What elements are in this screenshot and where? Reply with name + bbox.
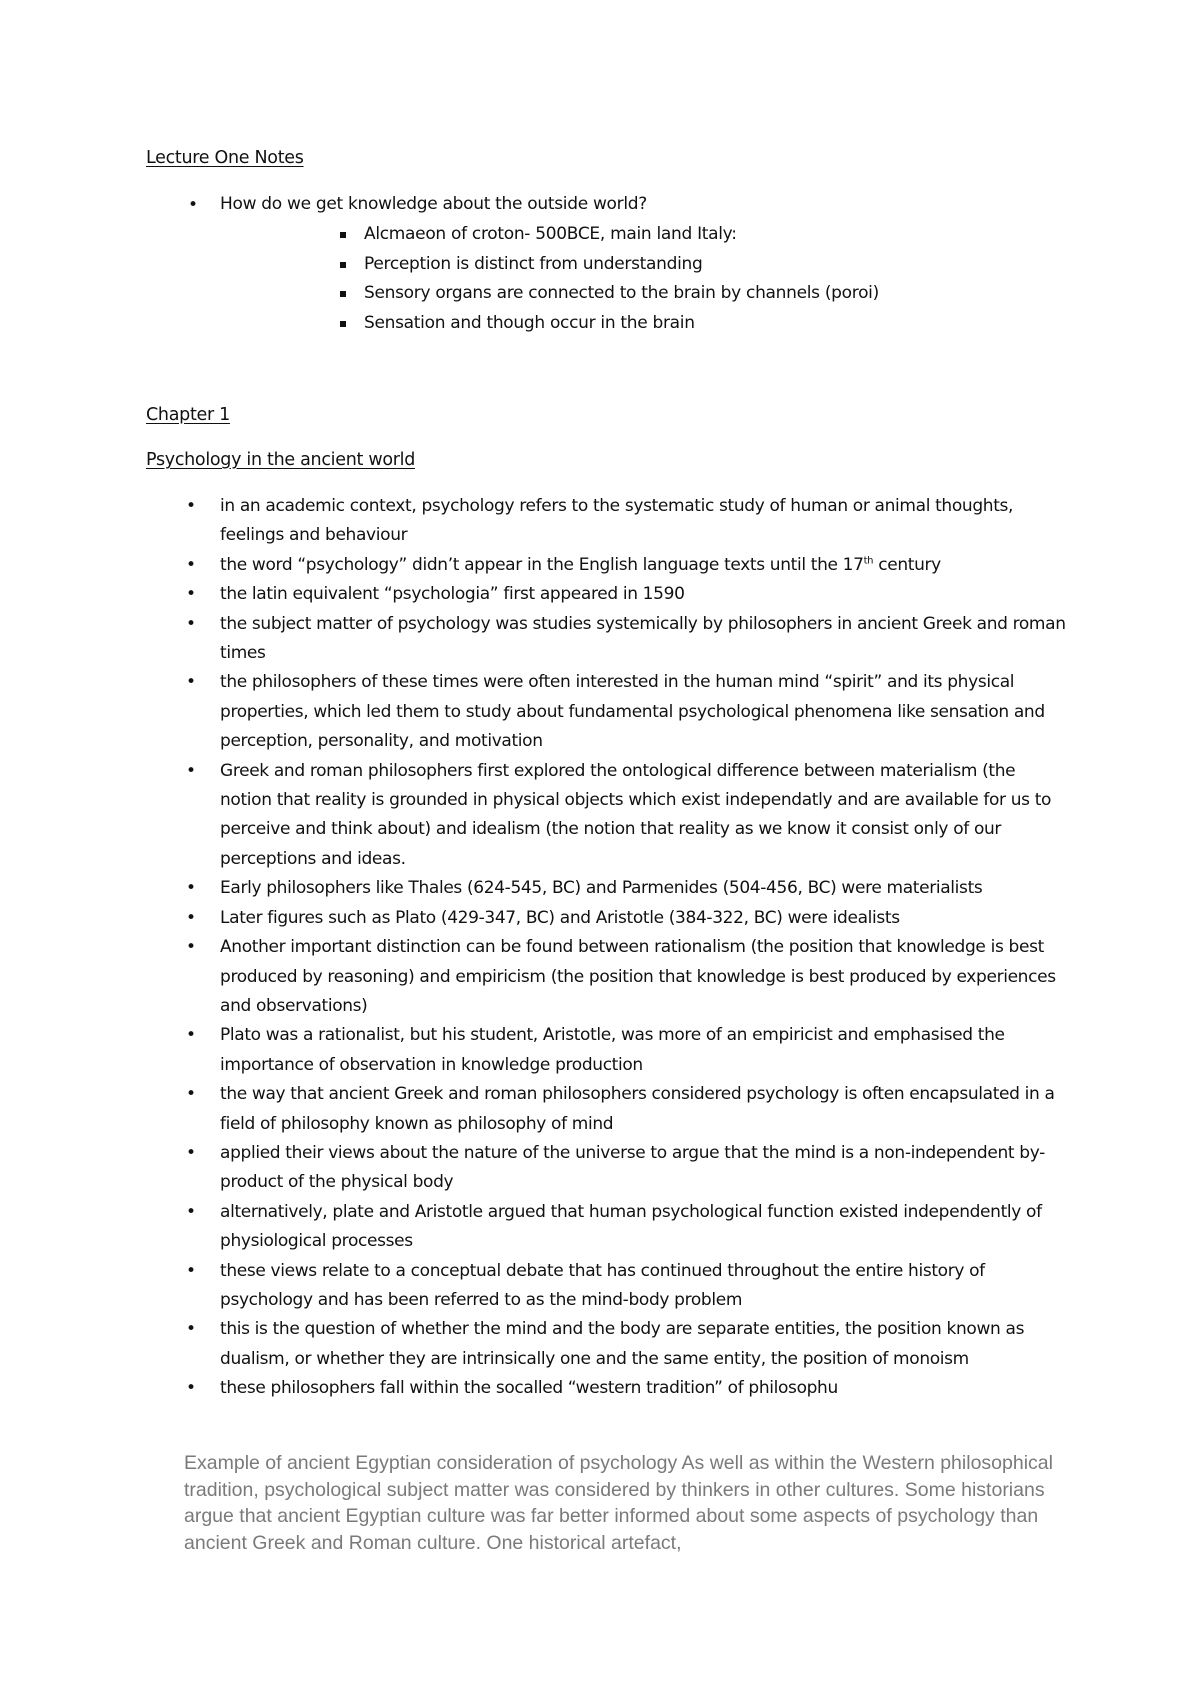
bullet-icon: • (186, 496, 196, 516)
bullet-icon: • (186, 554, 196, 575)
square-bullet-icon (340, 291, 346, 297)
list-item: • Plato was a rationalist, but his student, Aristotle, was more of an empiricist and emphasised the importance of observation in knowledge production (146, 1021, 1066, 1080)
sub-list-item: Alcmaeon of croton- 500BCE, main land Italy: (340, 224, 1140, 254)
bullet-icon: • (186, 672, 196, 693)
square-bullet-icon (340, 262, 346, 268)
bullet-icon: • (186, 1319, 196, 1340)
list-item: • Later figures such as Plato (429-347, BC) and Aristotle (384-322, BC) were idealists (146, 904, 1066, 933)
list-item: • the subject matter of psychology was studies systemically by philosophers in ancient Greek and roman times (146, 610, 1066, 669)
list-item: • this is the question of whether the mind and the body are separate entities, the position known as dualism, or whether they are intrinsically one and the same entity, the position of monoism (146, 1315, 1066, 1374)
list-item: • in an academic context, psychology refers to the systematic study of human or animal thoughts, feelings and behaviour (146, 492, 1066, 551)
bullet-icon: • (186, 1084, 196, 1105)
bullet-icon: • (186, 613, 196, 634)
lecture-title: Lecture One Notes (146, 148, 304, 168)
list-item: • these philosophers fall within the socalled “western tradition” of philosophu (146, 1374, 1066, 1403)
lecture-sub-list (340, 224, 1140, 342)
section-title: Psychology in the ancient world (146, 450, 415, 470)
sub-list-item: Perception is distinct from understanding (340, 254, 1140, 284)
list-item: • the latin equivalent “psychologia” first appeared in 1590 (146, 580, 1066, 609)
bullet-icon: • (188, 195, 198, 215)
bullet-icon: • (186, 1142, 196, 1163)
bullet-icon: • (186, 878, 196, 899)
bullet-icon: • (186, 1201, 196, 1222)
bullet-icon: • (186, 937, 196, 958)
bullet-icon: • (186, 760, 196, 781)
square-bullet-icon (340, 232, 346, 238)
square-bullet-icon (340, 321, 346, 327)
list-item: • the word “psychology” didn’t appear in the English language texts until the 17th century (146, 551, 1066, 580)
bullet-icon: • (186, 1378, 196, 1399)
question-text: How do we get knowledge about the outside world? (220, 194, 647, 214)
list-item: • applied their views about the nature of the universe to argue that the mind is a non-independent by-product of the physical body (146, 1139, 1066, 1198)
list-item: • Another important distinction can be found between rationalism (the position that knowledge is best produced by reasoning) and empiricism (the position that knowledge is best produced by experiences and observations) (146, 933, 1066, 1021)
faded-paragraph: Example of ancient Egyptian consideration of psychology As well as within the Western philosophical tradition, psychological subject matter was considered by thinkers in other cultures. Some historians argue that ancient Egyptian culture was far better informed about some aspects of psychology than ancient Greek and Roman culture. One historical artefact, (184, 1452, 1053, 1554)
chapter-bullet-list (146, 492, 1066, 1404)
list-item: • Greek and roman philosophers first explored the ontological difference between materialism (the notion that reality is grounded in physical objects which exist independatly and are available for us to perceive and think about) and idealism (the notion that reality as we know it consist only of our perceptions and ideas. (146, 757, 1066, 875)
list-item: • these views relate to a conceptual debate that has continued throughout the entire history of psychology and has been referred to as the mind-body problem (146, 1257, 1066, 1316)
sub-list-item: Sensation and though occur in the brain (340, 313, 1140, 343)
chapter-title: Chapter 1 (146, 405, 230, 425)
list-item: • alternatively, plate and Aristotle argued that human psychological function existed independently of physiological processes (146, 1198, 1066, 1257)
sub-list-item: Sensory organs are connected to the brain by channels (poroi) (340, 283, 1140, 313)
list-item: • the way that ancient Greek and roman philosophers considered psychology is often encapsulated in a field of philosophy known as philosophy of mind (146, 1080, 1066, 1139)
list-item: • the philosophers of these times were often interested in the human mind “spirit” and its physical properties, which led them to study about fundamental psychological phenomena like sensation and perception, personality, and motivation (146, 668, 1066, 756)
bullet-icon: • (186, 1260, 196, 1281)
bullet-icon: • (186, 907, 196, 928)
bullet-icon: • (186, 584, 196, 605)
list-item: • Early philosophers like Thales (624-545, BC) and Parmenides (504-456, BC) were materialists (146, 874, 1066, 903)
bullet-icon: • (186, 1025, 196, 1046)
